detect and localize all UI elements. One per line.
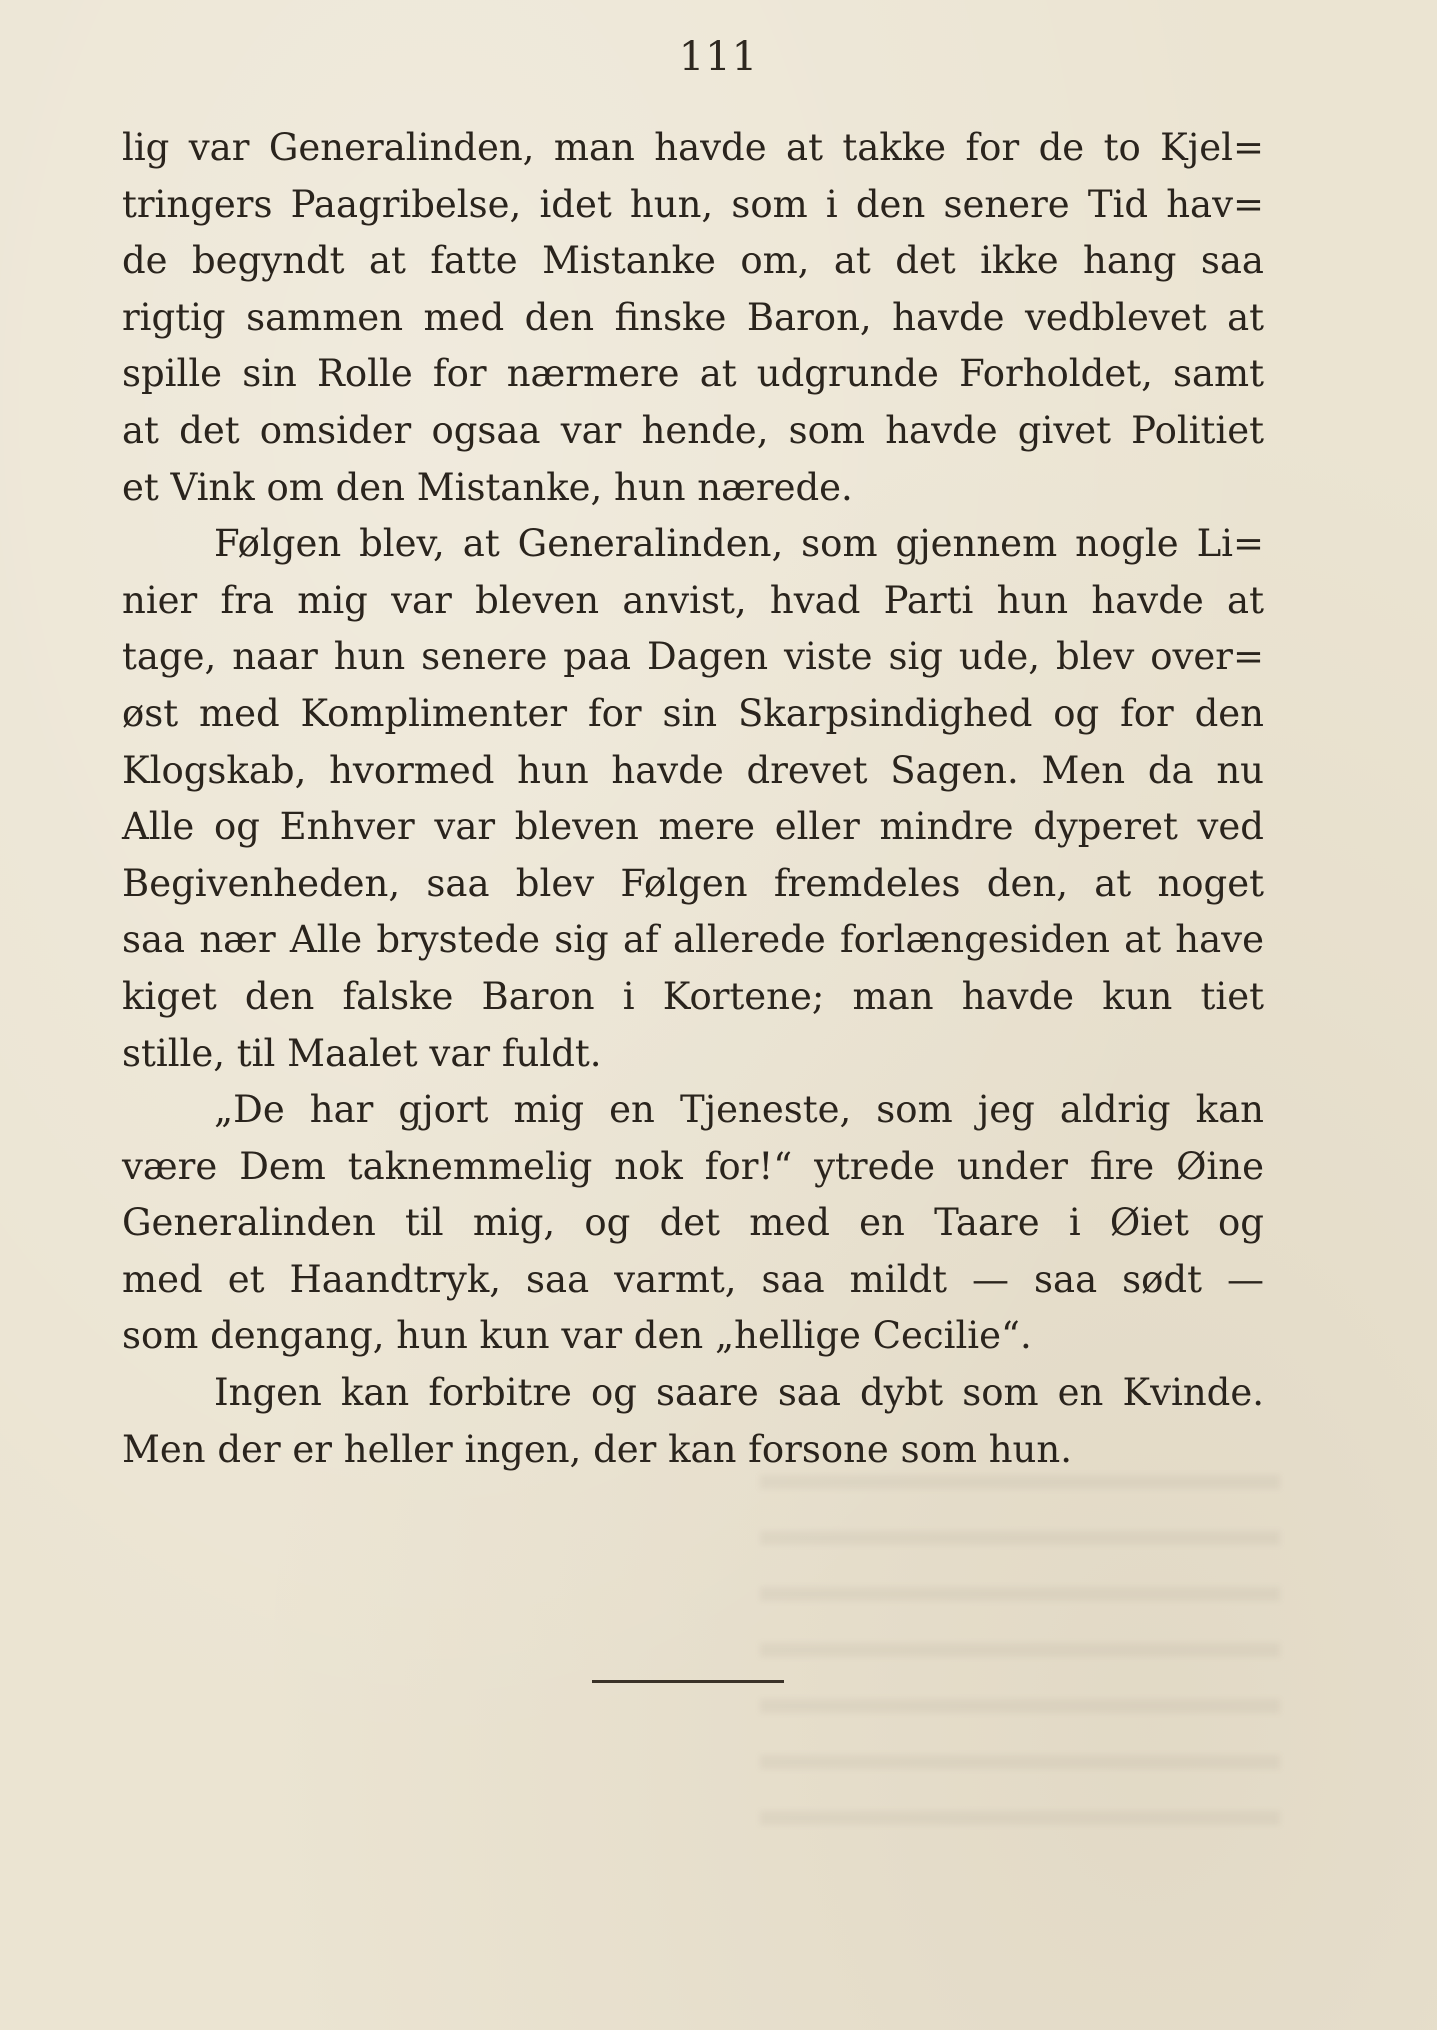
text-line: Begivenheden, saa blev Følgen fremdeles den, at noget [122, 861, 1264, 905]
text-line: være Dem taknemmelig nok for!“ ytrede under fire Øine [122, 1144, 1264, 1188]
text-line: Følgen blev, at Generalinden, som gjennem nogle Li= [214, 522, 1264, 566]
text-line: nier fra mig var bleven anvist, hvad Parti hun havde at [122, 578, 1264, 622]
page-number: 111 [678, 34, 759, 80]
text-line: lig var Generalinden, man havde at takke for de to Kjel= [122, 126, 1264, 169]
text-line: kiget den falske Baron i Kortene; man havde kun tiet [122, 974, 1264, 1018]
text-line: øst med Komplimenter for sin Skarpsindighed og for den [122, 691, 1264, 735]
body-text [122, 120, 1264, 1478]
text-line: Men der er heller ingen, der kan forsone som hun. [122, 1427, 1072, 1471]
text-line: spille sin Rolle for nærmere at udgrunde Forholdet, samt [122, 352, 1264, 396]
section-divider [592, 1680, 784, 1683]
text-line: at det omsider ogsaa var hende, som havde givet Politiet [122, 408, 1264, 452]
text-line: et Vink om den Mistanke, hun nærede. [122, 465, 853, 509]
text-line: tringers Paagribelse, idet hun, som i den senere Tid hav= [122, 182, 1264, 226]
text-line: som dengang, hun kun var den „hellige Cecilie“. [122, 1314, 1032, 1358]
text-line: rigtig sammen med den finske Baron, havde vedblevet at [122, 295, 1264, 339]
text-line: Generalinden til mig, og det med en Taare i Øiet og [122, 1201, 1264, 1245]
show-through-bleed [760, 1475, 1280, 1855]
text-line: Ingen kan forbitre og saare saa dybt som en Kvinde. [214, 1371, 1264, 1415]
text-line: saa nær Alle brystede sig af allerede forlængesiden at have [122, 918, 1264, 962]
text-line: „De har gjort mig en Tjeneste, som jeg aldrig kan [214, 1088, 1264, 1132]
text-line: Alle og Enhver var bleven mere eller mindre dyperet ved [122, 805, 1264, 849]
text-line: tage, naar hun senere paa Dagen viste sig ude, blev over= [122, 635, 1264, 679]
text-line: de begyndt at fatte Mistanke om, at det ikke hang saa [122, 239, 1264, 283]
text-line: med et Haandtryk, saa varmt, saa mildt — saa sødt — [122, 1257, 1264, 1301]
text-line: stille, til Maalet var fuldt. [122, 1031, 602, 1075]
text-line: Klogskab, hvormed hun havde drevet Sagen. Men da nu [122, 748, 1264, 792]
